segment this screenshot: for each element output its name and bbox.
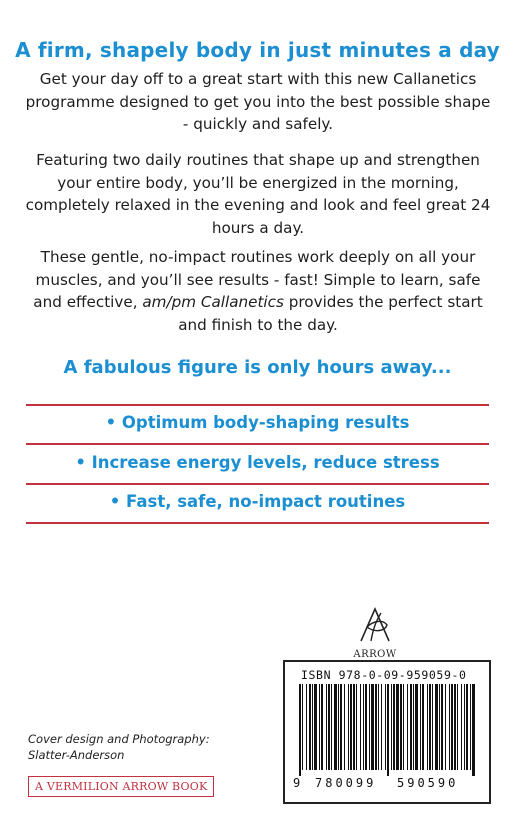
subheadline: A fabulous figure is only hours away... xyxy=(63,357,452,378)
bullet-item: • Increase energy levels, reduce stress xyxy=(75,453,440,472)
credit-line-2: Slatter-Anderson xyxy=(28,748,125,762)
book-title: am/pm Callanetics xyxy=(142,293,284,311)
barcode-left-digits: 780099 xyxy=(315,776,377,790)
divider-rule xyxy=(26,404,489,406)
barcode-lead-digit: 9 xyxy=(293,776,301,790)
arrow-publisher-logo xyxy=(345,605,405,660)
divider-rule xyxy=(26,522,489,524)
benefits-text-end: provides the perfect start and finish to the day. xyxy=(178,293,483,334)
bullet-item: • Fast, safe, no-impact routines xyxy=(109,492,406,511)
logo-text: ARROW xyxy=(353,649,397,660)
barcode-right-digits: 590590 xyxy=(397,776,459,790)
benefits-text-start: These gentle, no-impact routines work deeply on all your muscles, and you’ll see results - fast! Simple to learn, safe and effective, xyxy=(33,248,481,311)
credit-line-1: Cover design and Photography: xyxy=(28,732,210,746)
barcode-bars xyxy=(285,684,489,776)
headline: A firm, shapely body in just minutes a day xyxy=(15,38,500,62)
benefits-paragraph xyxy=(22,246,494,336)
routines-paragraph: Featuring two daily routines that shape up and strengthen your entire body, you’ll be energized in the morning, completely relaxed in the evening and look and feel great 24 hours a day. xyxy=(25,151,491,237)
isbn-label: ISBN 978-0-09-959059-0 xyxy=(301,668,467,682)
publisher-imprint-box: A VERMILION ARROW BOOK xyxy=(28,776,214,797)
cover-credit xyxy=(28,731,258,763)
intro-paragraph: Get your day off to a great start with this new Callanetics programme designed to get you into the best possible shape - quickly and safely. xyxy=(25,70,491,133)
arrow-logo-icon xyxy=(355,605,395,643)
divider-rule xyxy=(26,443,489,445)
barcode xyxy=(283,660,491,804)
divider-rule xyxy=(26,483,489,485)
bullet-item: • Optimum body-shaping results xyxy=(105,413,410,432)
